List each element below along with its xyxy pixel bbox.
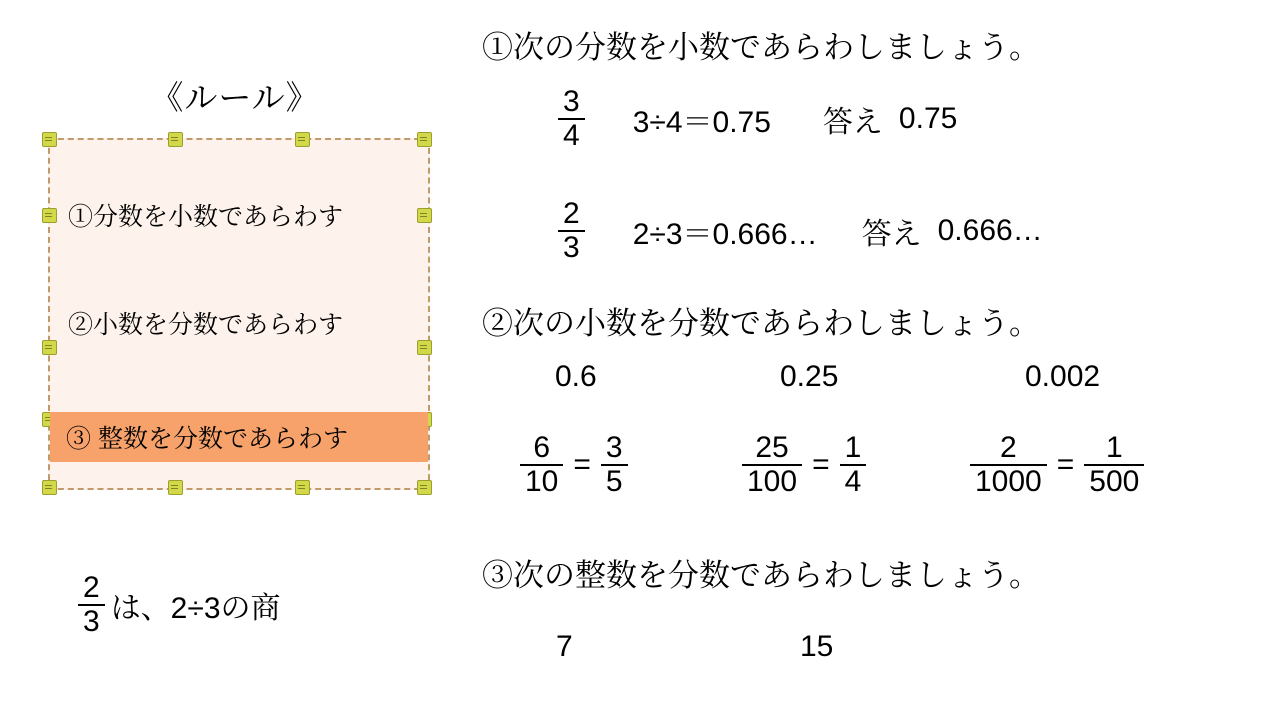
q2-conversion-2-from-denominator: 100: [742, 464, 802, 498]
q2-conversion-3-from-numerator: 2: [1000, 431, 1017, 464]
rules-title: 《ルール》: [150, 79, 320, 116]
q2-conversion-2-equals: =: [812, 447, 830, 481]
resize-handle-top-right[interactable]: [417, 132, 432, 147]
q2-conversion-1-equals: =: [573, 447, 591, 481]
q1-item-2-answer-label: 答え: [861, 217, 922, 251]
worksheet-panel: [470, 0, 1280, 720]
q2-conversion-1-to-numerator: 3: [605, 431, 623, 464]
q2-decimal-1: 0.6: [555, 360, 597, 393]
rules-panel: [0, 0, 470, 720]
note-text: は、2÷3の商: [110, 591, 281, 625]
q2-conversion-2-to-numerator: 1: [844, 431, 862, 464]
q1-item-2-numerator: 2: [563, 197, 580, 230]
rules-box[interactable]: [48, 138, 430, 490]
question-2-conversions: [470, 432, 1280, 522]
resize-handle-top-left[interactable]: [42, 132, 57, 147]
question-2-decimals: [470, 360, 1280, 400]
resize-handle-bottom-right[interactable]: [417, 480, 432, 495]
q2-conversion-1-from-numerator: 6: [533, 431, 551, 464]
resize-handle-bottom-center-2[interactable]: [295, 480, 310, 495]
note-fraction: [78, 572, 105, 637]
q1-item-1-fraction: [558, 86, 585, 151]
q2-conversion-2: [742, 432, 866, 497]
question-3-heading: ③次の整数を分数であらわしましょう。: [482, 558, 1040, 593]
q2-conversion-1-to-denominator: 5: [601, 464, 628, 498]
q2-conversion-2-from-numerator: 25: [755, 431, 789, 464]
q2-conversion-3-from-denominator: 1000: [970, 464, 1047, 498]
q3-value-2: 15: [800, 630, 834, 663]
resize-handle-middle-left-2[interactable]: [42, 340, 57, 355]
rule-item-2: ②小数を分数であらわす: [68, 311, 344, 339]
question-1-item-1: [558, 86, 957, 151]
resize-handle-top-center-1[interactable]: [168, 132, 183, 147]
q1-item-2-equation: 2÷3＝0.666…: [632, 217, 818, 251]
question-1-item-2: [558, 198, 1043, 263]
rule-item-1: ①分数を小数であらわす: [68, 203, 344, 231]
q3-value-1: 7: [556, 630, 573, 663]
note-fraction-denominator: 3: [78, 604, 105, 638]
q1-item-1-answer-label: 答え: [822, 105, 883, 139]
q2-decimal-2: 0.25: [780, 360, 839, 393]
q1-item-1-equation: 3÷4＝0.75: [632, 105, 771, 139]
q1-item-2-denominator: 3: [558, 230, 585, 264]
resize-handle-top-center-2[interactable]: [295, 132, 310, 147]
question-1-heading: ①次の分数を小数であらわしましょう。: [482, 30, 1040, 65]
q2-conversion-1: [520, 432, 628, 497]
q2-conversion-1-from: [520, 432, 563, 497]
resize-handle-middle-right-2[interactable]: [417, 340, 432, 355]
q2-conversion-3-to-denominator: 500: [1084, 464, 1144, 498]
q2-conversion-1-from-denominator: 10: [520, 464, 563, 498]
q2-conversion-2-from: [742, 432, 802, 497]
q2-conversion-3-equals: =: [1056, 447, 1075, 481]
q2-decimal-3: 0.002: [1025, 360, 1101, 393]
resize-handle-bottom-center-1[interactable]: [168, 480, 183, 495]
note-fraction-numerator: 2: [83, 571, 100, 604]
q2-conversion-3-to: [1084, 432, 1144, 497]
q2-conversion-3-from: [970, 432, 1047, 497]
resize-handle-bottom-left[interactable]: [42, 480, 57, 495]
q1-item-1-numerator: 3: [563, 85, 580, 118]
q1-item-1-denominator: 4: [558, 118, 585, 152]
q1-item-1-answer: 0.75: [898, 101, 958, 135]
q2-conversion-2-to: [840, 432, 867, 497]
q1-item-2-answer: 0.666…: [937, 213, 1043, 247]
q2-conversion-3: [970, 432, 1144, 497]
q2-conversion-3-to-numerator: 1: [1105, 431, 1123, 464]
q2-conversion-2-to-denominator: 4: [840, 464, 867, 498]
rule-item-3-highlighted: ③ 整数を分数であらわす: [50, 412, 428, 462]
question-2-heading: ②次の小数を分数であらわしましょう。: [482, 306, 1040, 341]
bottom-note: [78, 572, 281, 637]
q2-conversion-1-to: [601, 432, 628, 497]
q1-item-2-fraction: [558, 198, 585, 263]
